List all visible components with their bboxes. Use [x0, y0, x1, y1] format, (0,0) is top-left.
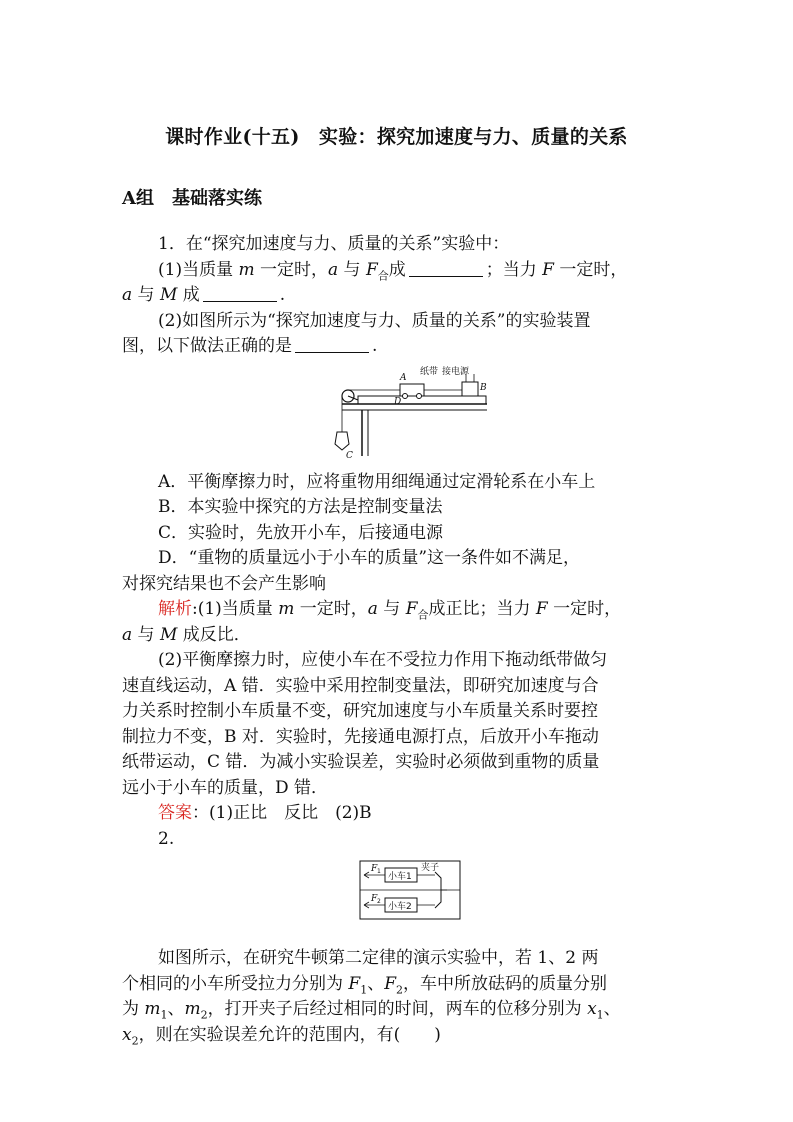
q2-line2: 个相同的小车所受拉力分别为 $F_1$、$F_2$，车中所放砝码的质量分别	[122, 973, 607, 996]
q1-part1-line2: a 与 M 成 .	[122, 285, 286, 305]
label-clip: 夹子	[421, 863, 440, 873]
analysis-line2: a 与 M 成反比．	[122, 624, 251, 645]
label-F2-sub: 2	[377, 898, 381, 905]
label-car1: 小车1	[388, 872, 412, 882]
q2-line1: 如图所示，在研究牛顿第二定律的演示实验中，若 1、2 两	[158, 948, 599, 968]
option-a: A．平衡摩擦力时，应将重物用细绳通过定滑轮系在小车上	[158, 471, 596, 492]
apparatus-diagram	[332, 364, 492, 460]
cars-figure	[122, 860, 674, 936]
option-d-line2: 对探究结果也不会产生影响	[122, 573, 326, 594]
label-power: 接电源	[442, 366, 470, 377]
document-body	[122, 232, 674, 1048]
q1-stem: 1．在“探究加速度与力、质量的关系”实验中：	[158, 234, 510, 254]
answer-line: 答案：(1)正比 反比 (2)B	[158, 803, 372, 823]
section-heading: A组 基础落实练	[122, 188, 262, 209]
analysis-p2-1: (2)平衡摩擦力时，应使小车在不受拉力作用下拖动纸带做匀	[158, 650, 608, 670]
analysis-p2-3: 力关系时控制小车质量不变，研究加速度与小车质量关系时要控	[122, 701, 598, 721]
label-F2: F	[371, 894, 378, 904]
analysis-p2-4: 制拉力不变，B 对．实验时，先接通电源打点，后放开小车拖动	[122, 726, 599, 747]
label-F1-sub: 1	[377, 868, 381, 875]
label-F1: F	[371, 864, 378, 874]
label-B: B	[480, 382, 487, 393]
q2-line3: 为 $m_1$、$m_2$，打开夹子后经过相同的时间，两车的位移分别为 $x_1$、	[122, 999, 621, 1022]
apparatus-figure	[122, 364, 674, 464]
answer-blank[interactable]	[295, 335, 369, 353]
option-c: C．实验时，先放开小车，后接通电源	[158, 522, 444, 543]
q2-number: 2.	[158, 828, 175, 849]
label-C: C	[346, 450, 353, 460]
page-title: 课时作业(十五) 实验：探究加速度与力、质量的关系	[165, 126, 628, 148]
answer-blank[interactable]	[409, 259, 483, 277]
analysis-label: 解析	[158, 599, 192, 619]
analysis-line1: 解析:(1)当质量 m 一定时，a 与 $F_合$成正比；当力 F 一定时，	[158, 599, 622, 622]
answer-blank[interactable]	[203, 284, 277, 302]
label-A: A	[400, 372, 407, 383]
label-D: D	[394, 396, 402, 407]
option-d-line1: D．“重物的质量远小于小车的质量”这一条件如不满足，	[158, 548, 581, 568]
q2-line4: $x_2$，则在实验误差允许的范围内，有( )	[122, 1024, 441, 1047]
q1-part2-line1: (2)如图所示为“探究加速度与力、质量的关系”的实验装置	[158, 310, 591, 331]
label-car2: 小车2	[388, 902, 412, 912]
cars-diagram	[359, 860, 461, 920]
analysis-p2-2: 速直线运动，A 错．实验中采用控制变量法，即研究加速度与合	[122, 675, 599, 696]
label-tape: 纸带	[420, 366, 439, 377]
analysis-p2-5: 纸带运动，C 错．为减小实验误差，实验时必须做到重物的质量	[122, 752, 600, 772]
analysis-p2-6: 远小于小车的质量，D 错．	[122, 777, 329, 798]
answer-label: 答案	[158, 803, 192, 823]
q1-part2-line2: 图，以下做法正确的是 .	[122, 336, 378, 356]
option-b: B．本实验中探究的方法是控制变量法	[158, 497, 443, 517]
q1-part1-line1: (1)当质量 m 一定时，a 与 $F_合$成 ；当力 F 一定时，	[158, 259, 628, 282]
